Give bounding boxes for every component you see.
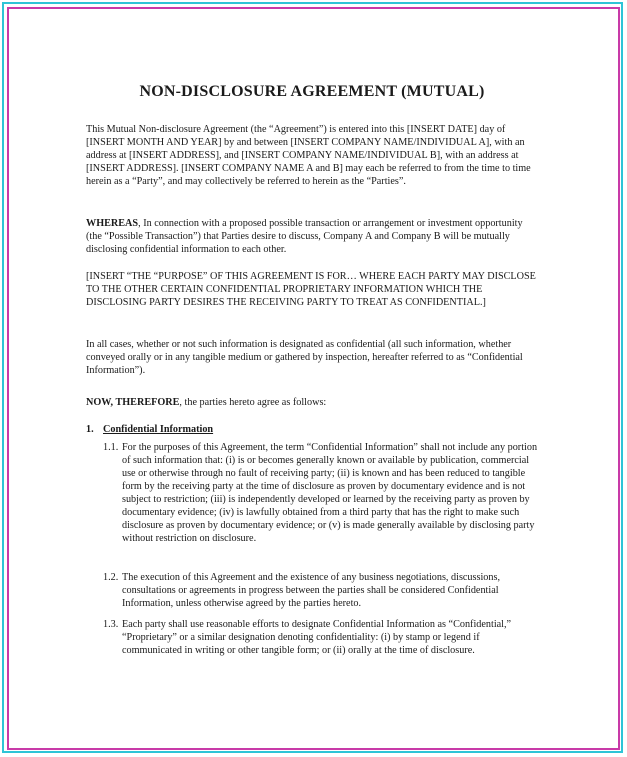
whereas-paragraph [86,217,538,256]
section-number: 1. [86,424,94,435]
section-heading [86,423,213,436]
clause-text: For the purposes of this Agreement, the term “Confidential Information” shall not include any portion of such information that: (i) is or becomes generally known or available by publication, commercial use or otherwise through no fault of receiving party; (ii) is known and has been reduced to tangible form by the receiving party at the time of disclosure as proven by documentary evidence and is not subject to restriction; (iii) is independently developed or learned by the receiving party as proven by documentary evidence; (iv) is lawfully obtained from a third party that has the right to make such disclosure as proven by documentary evidence; or (v) is made generally available by disclosing party without restriction on disclosure. [122,442,538,544]
clause-number: 1.3. [103,619,119,630]
whereas-label: WHEREAS [86,218,139,229]
whereas-text: , In connection with a proposed possible transaction or arrangement or investment opportunity (the “Possible Transaction”) that Parties desire to discuss, Company A and Company B will be mutually disclosing confidential information to each other. [86,218,523,255]
therefore-text: , the parties hereto agree as follows: [179,397,327,408]
document-title: NON-DISCLOSURE AGREEMENT (MUTUAL) [139,83,485,100]
clause-text: The execution of this Agreement and the existence of any business negotiations, discussions, consultations or agreements in progress between the parties shall be considered Confidential Information, unless otherwise agreed by the parties hereto. [122,572,500,609]
clause-text: Each party shall use reasonable efforts to designate Confidential Information as “Confidential,” “Proprietary” or a similar designation denoting confidentiality: (i) by stamp or legend if communicated in writing or other tangible form; or (ii) orally at the time of disclosure. [122,619,512,656]
clause-number: 1.1. [103,442,119,453]
clause-1-3 [103,618,538,657]
section-title: Confidential Information [103,424,214,435]
therefore-label: NOW, THEREFORE [86,397,180,408]
therefore-paragraph [86,396,538,409]
all-cases-paragraph: In all cases, whether or not such information is designated as confidential (all such information, whether conveyed orally or in any tangible medium or gathered by inspection, hereafter referred to as “Confidential Information”). [86,339,523,376]
intro-paragraph: This Mutual Non-disclosure Agreement (the “Agreement”) is entered into this [INSERT DATE] day of [INSERT MONTH AND YEAR] by and between [INSERT COMPANY NAME/INDIVIDUAL A], with an address at [INSERT ADDRESS], and [INSERT COMPANY NAME/INDIVIDUAL B], with an address at [INSERT ADDRESS]. [INSERT COMPANY NAME A and B] may each be referred to from the time to time herein as a “Party”, and may collectively be referred to herein as the “Parties”. [86,124,531,187]
clause-number: 1.2. [103,572,119,583]
clause-1-1 [103,441,538,545]
clause-1-2 [103,571,538,610]
purpose-paragraph: [INSERT “THE “PURPOSE” OF THIS AGREEMENT IS FOR… WHERE EACH PARTY MAY DISCLOSE TO THE OTHER CERTAIN CONFIDENTIAL PROPRIETARY INFORMATION WHICH THE DISCLOSING PARTY DESIRES THE RECEIVING PARTY TO TREAT AS CONFIDENTIAL.] [86,271,536,308]
